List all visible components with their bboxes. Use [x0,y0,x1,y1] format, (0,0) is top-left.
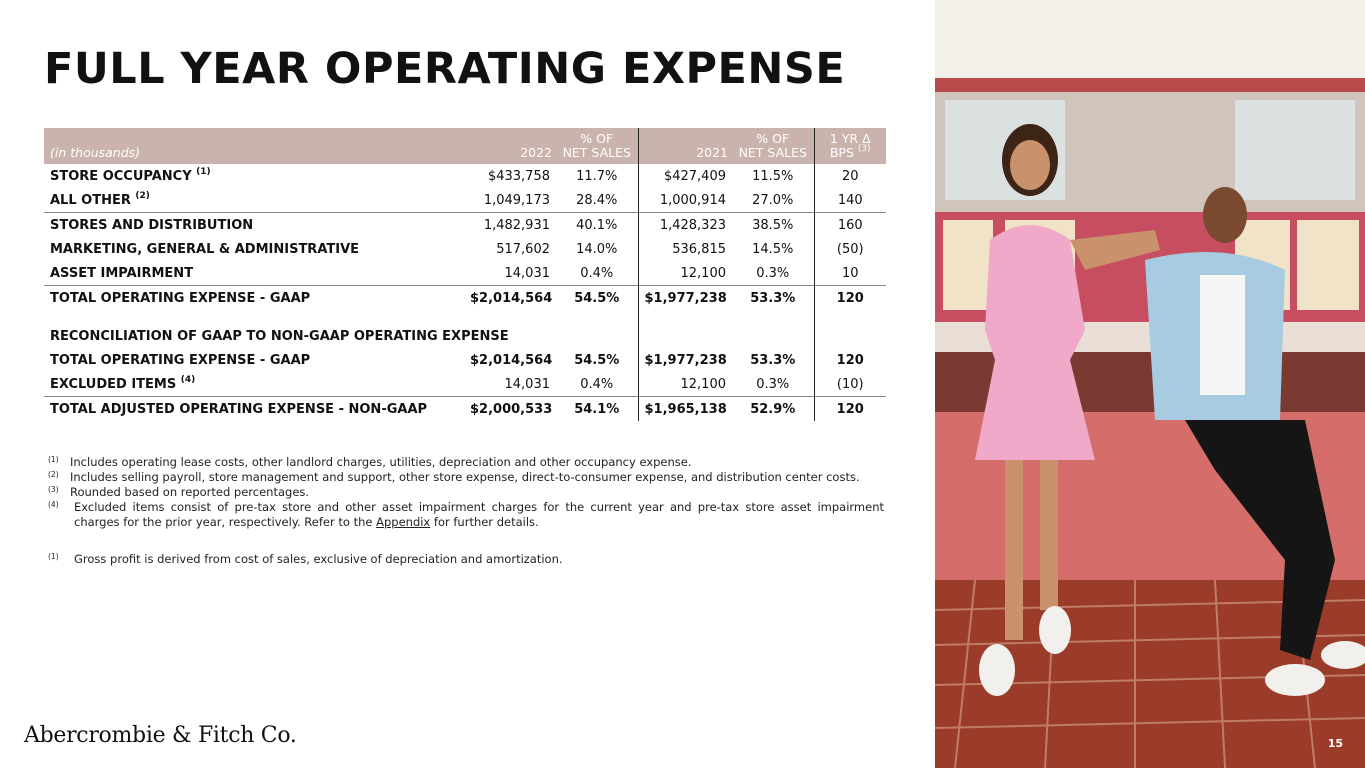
bps-change: 120 [814,286,886,311]
footnote-4: (4) Excluded items consist of pre-tax store and other asset impairment charges for the current year and pre-tax store asset impairment charges for the prior year, respectively. Refer to the Appendix for further details. [48,500,884,529]
hero-photo [935,0,1365,768]
table-row [44,261,886,286]
header-2021: 2021 [638,128,732,164]
reconciliation-title: RECONCILIATION OF GAAP TO NON-GAAP OPERATING EXPENSE [50,328,509,344]
pct-2021: 14.5% [752,241,794,257]
pct-2021: 53.3% [750,352,796,368]
bps-change: 120 [814,397,886,422]
table-row [44,372,886,397]
value-2022: $2,000,533 [464,397,556,422]
row-label: MARKETING, GENERAL & ADMINISTRATIVE [50,241,360,257]
value-2021: $1,977,238 [638,286,732,311]
pct-2022: 28.4% [576,192,618,208]
table-row [44,188,886,213]
value-2022: 14,031 [504,265,550,281]
table-row [44,213,886,238]
footnote-1: (1) Includes operating lease costs, other landlord charges, utilities, depreciation and other occupancy expense. [48,455,692,469]
spacer-row [44,310,886,324]
footnote-2: (2) Includes selling payroll, store management and support, other store expense, direct-to-consumer expense, and distribution center costs. [48,470,860,484]
gross-profit-note: (1) Gross profit is derived from cost of sales, exclusive of depreciation and amortization. [48,552,563,566]
row-label: ASSET IMPAIRMENT [50,265,194,281]
table-row [44,348,886,372]
row-label: TOTAL OPERATING EXPENSE - GAAP [50,352,311,368]
value-2021: $1,977,238 [638,348,732,372]
row-label: ALL OTHER $^{(2)}$ [50,190,150,208]
pct-2022: 11.7% [576,168,618,184]
bps-change: 160 [814,213,886,238]
pct-2021: 0.3% [756,376,790,392]
pct-2022: 14.0% [576,241,618,257]
company-logo: Abercrombie & Fitch Co. [24,723,297,748]
header-pct-2021: % OF NET SALES [732,128,814,164]
value-2021: 1,428,323 [638,213,732,238]
value-2022: $433,758 [487,168,550,184]
footnote-marker: (2) [135,190,150,201]
pct-2021: 52.9% [732,397,814,422]
bps-change: 10 [814,261,886,286]
value-2021: 12,100 [638,261,732,286]
footnote-marker: (4) [180,374,196,385]
row-label: TOTAL OPERATING EXPENSE - GAAP [44,286,464,311]
footnotes [48,455,884,567]
value-2022: 1,482,931 [464,213,556,238]
value-2021: 536,815 [638,237,732,261]
page-number: 15 [1327,737,1343,750]
value-2022: 517,602 [496,241,550,257]
pct-2022: 0.4% [580,376,614,392]
table-row [44,164,886,188]
pct-2022: 54.5% [574,352,620,368]
table-header-row [44,128,886,164]
pct-2022: 40.1% [556,213,638,238]
value-2021: $427,409 [638,164,732,188]
header-bps: 1 YR Δ BPS $^{(3)}$ [814,128,886,164]
footnote-3: (3) Rounded based on reported percentages. [48,485,310,499]
pct-2021: 38.5% [732,213,814,238]
footnote-marker: (1) [196,166,211,177]
value-2021: $1,965,138 [638,397,732,422]
bps-change: 120 [814,348,886,372]
pct-2021: 27.0% [752,192,794,208]
table-row [44,237,886,261]
value-2022: 14,031 [504,376,550,392]
pct-2021: 0.3% [756,265,790,281]
pct-2022: 54.5% [556,286,638,311]
pct-2022: 54.1% [556,397,638,422]
header-2022: 2022 [464,128,556,164]
value-2022: $2,014,564 [464,286,556,311]
page-title: FULL YEAR OPERATING EXPENSE [44,44,846,94]
appendix-link[interactable]: Appendix [376,515,431,529]
header-pct-2022: % OF NET SALES [556,128,638,164]
value-2021: 1,000,914 [638,188,732,213]
pct-2021: 53.3% [732,286,814,311]
row-label: STORE OCCUPANCY $^{(1)}$ [50,166,211,184]
header-units: (in thousands) [44,128,464,164]
table-row [44,286,886,311]
row-label: EXCLUDED ITEMS $^{(4)}$ [50,374,196,392]
row-label: STORES AND DISTRIBUTION [44,213,464,238]
pct-2021: 11.5% [752,168,794,184]
bps-change: (50) [814,237,886,261]
reconciliation-title-row [44,324,886,348]
bps-change: 140 [814,188,886,213]
pct-2022: 0.4% [580,265,614,281]
bps-change: (10) [814,372,886,397]
value-2021: 12,100 [638,372,732,397]
bps-change: 20 [814,164,886,188]
value-2022: $2,014,564 [470,352,553,368]
value-2022: 1,049,173 [483,192,550,208]
row-label: TOTAL ADJUSTED OPERATING EXPENSE - NON-GAAP [44,397,464,422]
operating-expense-table [44,128,886,421]
table-row [44,397,886,422]
